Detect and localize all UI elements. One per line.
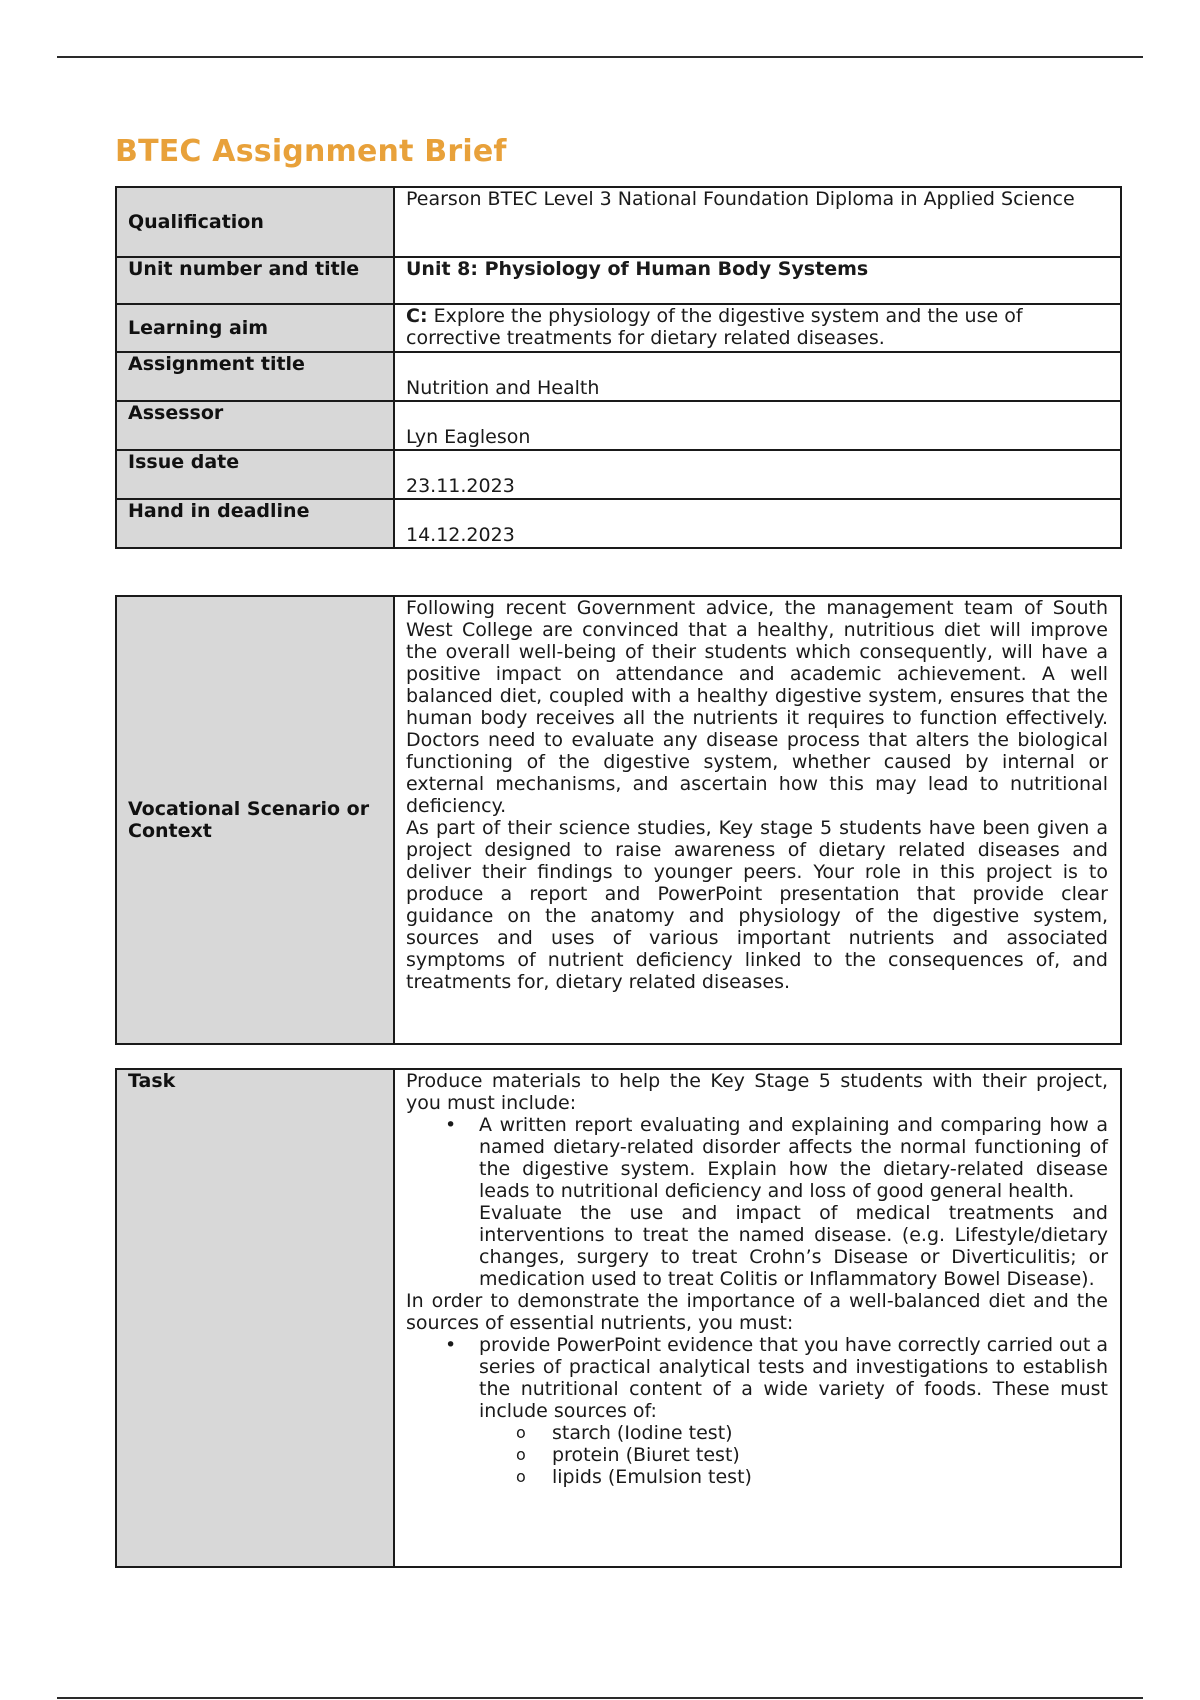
task-label: Task <box>116 1069 394 1567</box>
task-list <box>406 1334 1108 1488</box>
assessor-value: Lyn Eagleson <box>394 401 1121 450</box>
table-row <box>116 450 1121 499</box>
sub-bullet-icon: o <box>516 1467 526 1486</box>
table-row <box>116 499 1121 548</box>
list-item <box>445 1334 1108 1488</box>
unit-label: Unit number and title <box>116 257 394 304</box>
scenario-paragraph: Following recent Government advice, the management team of South West College are convinced that a healthy, nutritious diet will improve the overall well-being of their students which consequently, will have a positive impact on attendance and academic achievement. A well balanced diet, coupled with a healthy digestive system, ensures that the human body receives all the nutrients it requires to function effectively. Doctors need to evaluate any disease process that alters the biological functioning of the digestive system, whether caused by internal or external mechanisms, and ascertain how this may lead to nutritional deficiency. <box>406 597 1108 817</box>
sub-bullet-icon: o <box>516 1423 526 1442</box>
deadline-label: Hand in deadline <box>116 499 394 548</box>
assignment-info-table <box>115 186 1122 549</box>
list-item <box>516 1444 1108 1466</box>
learning-aim-label: Learning aim <box>116 304 394 352</box>
table-row <box>116 1069 1121 1567</box>
qualification-label: Qualification <box>116 187 394 257</box>
issue-date-label: Issue date <box>116 450 394 499</box>
deadline-value: 14.12.2023 <box>394 499 1121 548</box>
table-row <box>116 257 1121 304</box>
sub-bullet-icon: o <box>516 1445 526 1464</box>
test-item: protein (Biuret test) <box>552 1444 740 1466</box>
footer-rule <box>57 1697 1143 1699</box>
list-item <box>445 1114 1108 1290</box>
assessor-label: Assessor <box>116 401 394 450</box>
scenario-body <box>394 596 1121 1044</box>
unit-value: Unit 8: Physiology of Human Body Systems <box>394 257 1121 304</box>
issue-date-value: 23.11.2023 <box>394 450 1121 499</box>
test-item: starch (Iodine test) <box>552 1422 733 1444</box>
header-rule <box>57 56 1143 58</box>
task-table <box>115 1068 1122 1568</box>
table-row <box>116 187 1121 257</box>
bullet-icon: • <box>445 1334 457 1356</box>
list-item <box>516 1422 1108 1444</box>
table-row <box>116 596 1121 1044</box>
learning-aim-text: Explore the physiology of the digestive system and the use of corrective treatments for dietary related diseases. <box>406 305 1023 349</box>
scenario-table <box>115 595 1122 1045</box>
table-row <box>116 304 1121 352</box>
task-intro: Produce materials to help the Key Stage 5 students with their project, you must include: <box>406 1070 1108 1114</box>
learning-aim-letter: C: <box>406 305 428 327</box>
scenario-paragraph: As part of their science studies, Key stage 5 students have been given a project designed to raise awareness of dietary related diseases and deliver their findings to younger peers. Your role in this project is to produce a report and PowerPoint presentation that provide clear guidance on the anatomy and physiology of the digestive system, sources and uses of various important nutrients and associated symptoms of nutrient deficiency linked to the consequences of, and treatments for, dietary related diseases. <box>406 817 1108 993</box>
assignment-title-label: Assignment title <box>116 352 394 401</box>
bullet-icon: • <box>445 1114 457 1136</box>
qualification-value: Pearson BTEC Level 3 National Foundation Diploma in Applied Science <box>394 187 1121 257</box>
scenario-label: Vocational Scenario or Context <box>116 596 394 1044</box>
task-item-text: Evaluate the use and impact of medical treatments and interventions to treat the named disease. (e.g. Lifestyle/dietary changes, surgery to treat Crohn’s Disease or Diverticulitis; or medication used to treat Colitis or Inflammatory Bowel Disease). <box>479 1202 1108 1290</box>
task-paragraph: In order to demonstrate the importance of a well-balanced diet and the sources of essential nutrients, you must: <box>406 1290 1108 1334</box>
task-body <box>394 1069 1121 1567</box>
list-item <box>516 1466 1108 1488</box>
table-row <box>116 352 1121 401</box>
test-sublist <box>479 1422 1108 1488</box>
task-item-text: A written report evaluating and explaining and comparing how a named dietary-related disorder affects the normal functioning of the digestive system. Explain how the dietary-related disease leads to nutritional deficiency and loss of good general health. <box>479 1114 1108 1202</box>
learning-aim-value <box>394 304 1121 352</box>
table-row <box>116 401 1121 450</box>
assignment-title-value: Nutrition and Health <box>394 352 1121 401</box>
test-item: lipids (Emulsion test) <box>552 1466 752 1488</box>
task-item-text: provide PowerPoint evidence that you have correctly carried out a series of practical analytical tests and investigations to establish the nutritional content of a wide variety of foods. These must include sources of: <box>479 1334 1108 1422</box>
task-list <box>406 1114 1108 1290</box>
page-title: BTEC Assignment Brief <box>115 134 507 169</box>
